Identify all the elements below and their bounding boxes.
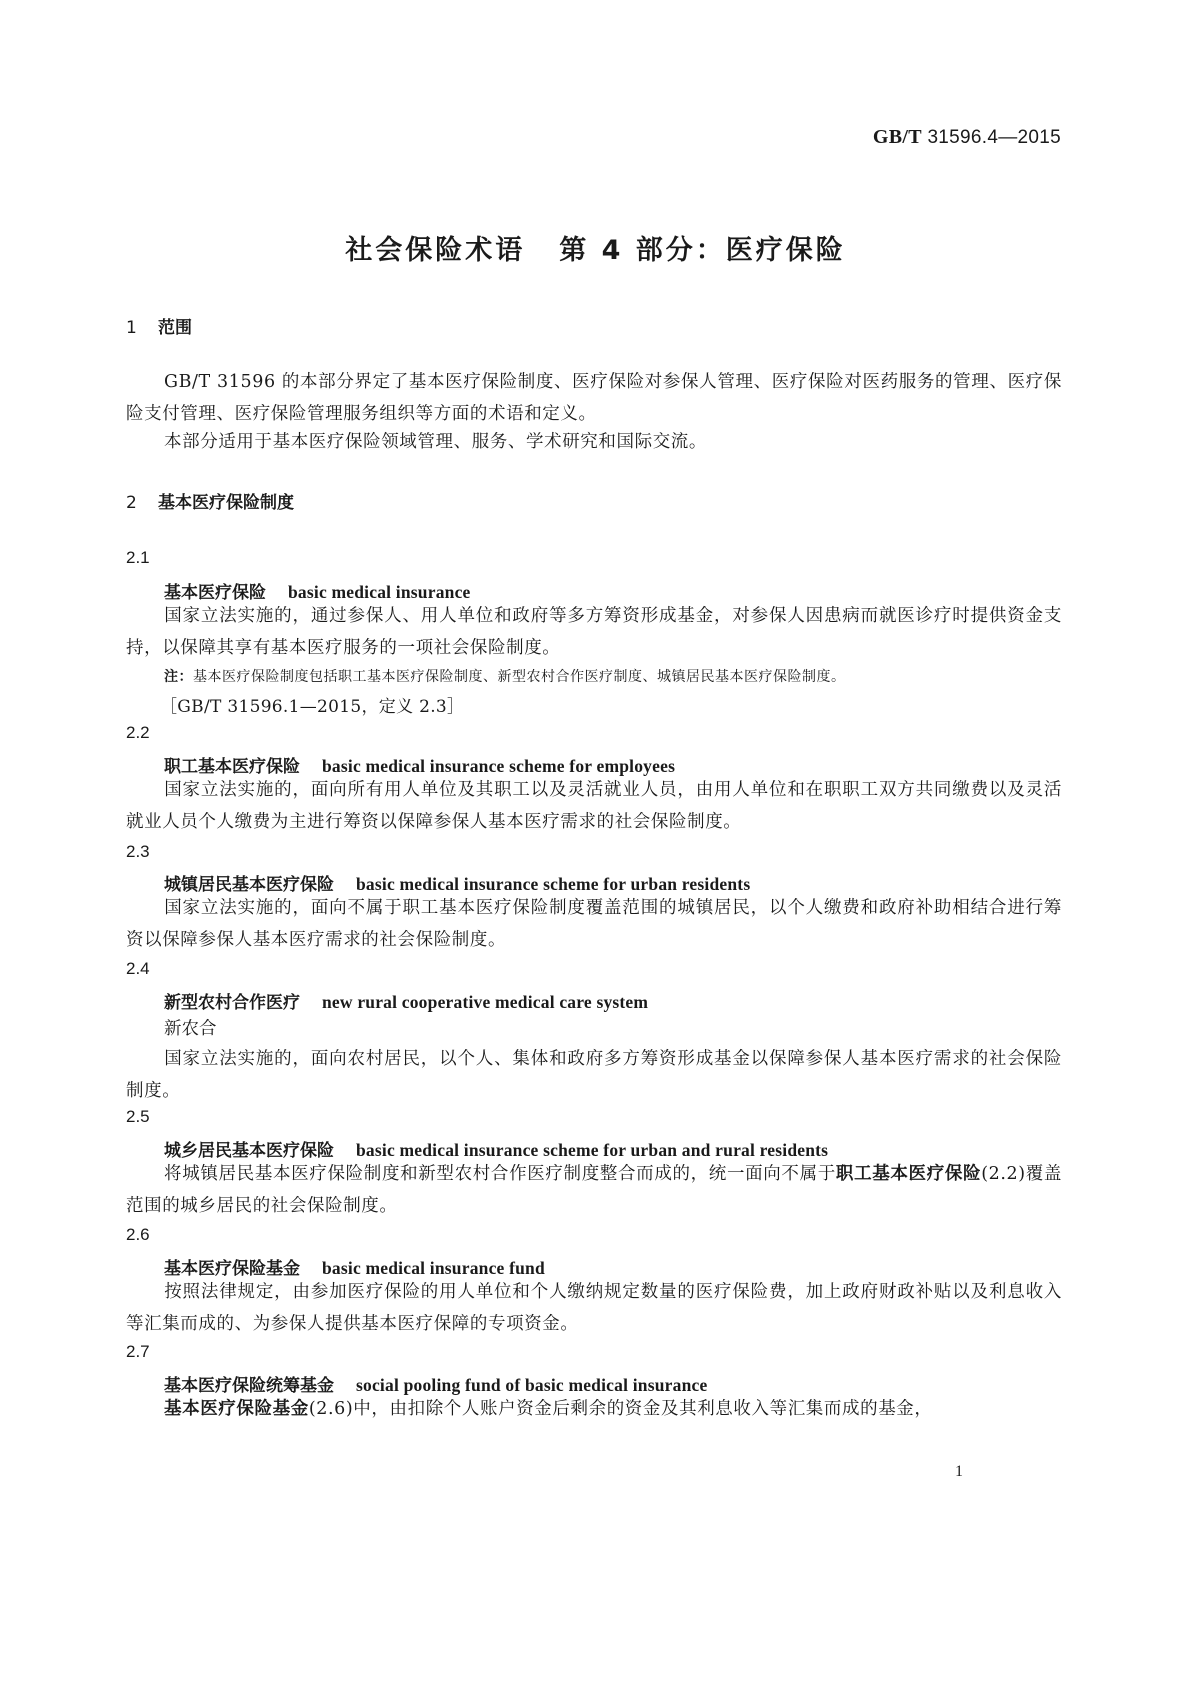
- title-main: 社会保险术语: [345, 235, 526, 266]
- term-number: 2.6: [126, 1225, 150, 1244]
- term-definition: 按照法律规定，由参加医疗保险的用人单位和个人缴纳规定数量的医疗保险费，加上政府财政补贴以及利息收入等汇集而成的、为参保人提供基本医疗保障的专项资金。: [126, 1282, 1062, 1334]
- section-heading-system: 2 基本医疗保险制度: [126, 493, 294, 513]
- term-note: 注：基本医疗保险制度包括职工基本医疗保险制度、新型农村合作医疗制度、城镇居民基本医疗保险制度。: [164, 669, 846, 685]
- standard-prefix: GB/T: [872, 126, 922, 148]
- page-number: 1: [955, 1463, 963, 1480]
- cross-reference: 基本医疗保险基金: [164, 1399, 309, 1419]
- term-entry: 职工基本医疗保险 basic medical insurance scheme for employees: [164, 756, 676, 777]
- term-number: 2.5: [126, 1107, 150, 1126]
- term-number: 2.4: [126, 959, 150, 978]
- term-definition: 国家立法实施的，面向农村居民，以个人、集体和政府多方筹资形成基金以保障参保人基本医疗需求的社会保险制度。: [126, 1049, 1062, 1101]
- term-definition: 国家立法实施的，面向所有用人单位及其职工以及灵活就业人员，由用人单位和在职职工双方共同缴费以及灵活就业人员个人缴费为主进行筹资以保障参保人基本医疗需求的社会保险制度。: [126, 780, 1062, 832]
- term-number: 2.7: [126, 1342, 150, 1361]
- section-heading-scope: 1 范围: [126, 318, 192, 338]
- term-definition: 基本医疗保险基金(2.6)中，由扣除个人账户资金后剩余的资金及其利息收入等汇集而成的基金，: [164, 1399, 933, 1419]
- term-definition: 将城镇居民基本医疗保险制度和新型农村合作医疗制度整合而成的，统一面向不属于职工基本医疗保险(2.2)覆盖范围的城乡居民的社会保险制度。: [126, 1164, 1062, 1216]
- scope-paragraph-1: GB/T 31596 的本部分界定了基本医疗保险制度、医疗保险对参保人管理、医疗保险对医药服务的管理、医疗保险支付管理、医疗保险管理服务组织等方面的术语和定义。: [126, 372, 1062, 424]
- scope-paragraph-2: 本部分适用于基本医疗保险领域管理、服务、学术研究和国际交流。: [164, 432, 707, 452]
- standard-identifier: [873, 126, 1061, 149]
- standard-number: 31596.4—2015: [927, 127, 1061, 148]
- term-number: 2.1: [126, 548, 150, 567]
- term-definition: 国家立法实施的，面向不属于职工基本医疗保险制度覆盖范围的城镇居民，以个人缴费和政府补助相结合进行筹资以保障参保人基本医疗需求的社会保险制度。: [126, 898, 1062, 950]
- term-entry: 基本医疗保险 basic medical insurance: [164, 582, 471, 603]
- term-entry: 城乡居民基本医疗保险 basic medical insurance scheme for urban and rural residents: [164, 1140, 829, 1161]
- term-definition: 国家立法实施的，通过参保人、用人单位和政府等多方筹资形成基金，对参保人因患病而就医诊疗时提供资金支持，以保障其享有基本医疗服务的一项社会保险制度。: [126, 606, 1062, 658]
- term-entry: 基本医疗保险基金 basic medical insurance fund: [164, 1258, 545, 1279]
- term-entry: 城镇居民基本医疗保险 basic medical insurance scheme for urban residents: [164, 874, 751, 895]
- term-entry: 新型农村合作医疗 new rural cooperative medical care system: [164, 992, 649, 1013]
- term-entry: 基本医疗保险统筹基金 social pooling fund of basic medical insurance: [164, 1375, 708, 1396]
- cross-reference: 职工基本医疗保险: [835, 1164, 982, 1184]
- page-title: [0, 228, 1191, 267]
- term-number: 2.3: [126, 842, 150, 861]
- term-source: ［GB/T 31596.1—2015，定义 2.3］: [160, 697, 465, 717]
- term-alternate: 新农合: [164, 1019, 217, 1039]
- term-number: 2.2: [126, 723, 150, 742]
- title-part: 第 4 部分：医疗保险: [559, 235, 846, 266]
